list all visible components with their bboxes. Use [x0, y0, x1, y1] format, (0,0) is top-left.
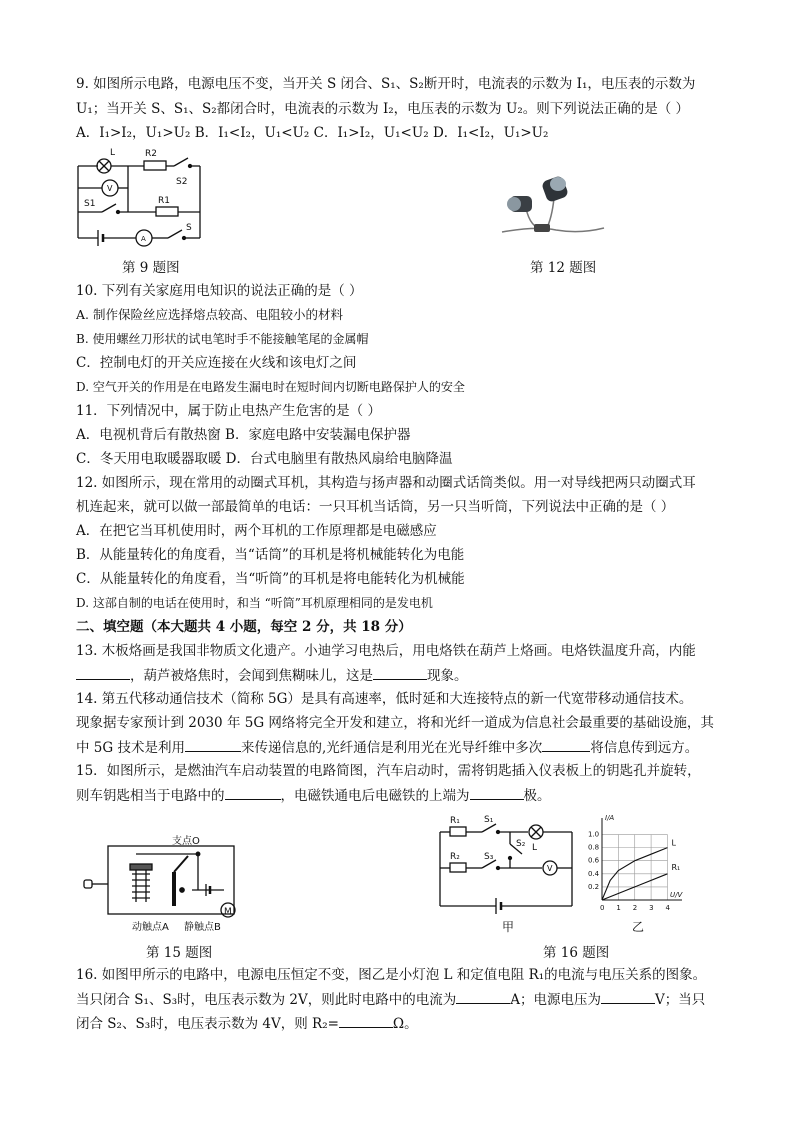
q14-line3-a: 中 5G 技术是利用	[76, 740, 185, 756]
q15-label-moving: 动触点A	[132, 922, 169, 933]
q9-label-L: L	[110, 148, 116, 158]
q9-label-S: S	[186, 223, 192, 233]
q16-circuit-diagram	[430, 812, 580, 918]
q16-blank-2[interactable]	[601, 991, 655, 1004]
q14-line2: 现象据专家预计到 2030 年 5G 网络将完全开发和建立，将和光纤一道成为信息社会最重要的基础设施，其	[76, 715, 714, 731]
earphone-illustration	[496, 168, 608, 250]
q12-option-a: A．在把它当耳机使用时，两个耳机的工作原理都是电磁感应	[76, 523, 437, 539]
section-2-heading: 二、填空题（本大题共 4 小题，每空 2 分，共 18 分）	[76, 619, 412, 635]
q9-label-V: V	[107, 184, 113, 193]
y-tick-label: 1.0	[588, 830, 600, 839]
q14-blank-1[interactable]	[185, 739, 241, 752]
q12-option-d: D. 这部自制的电话在使用时，和当 “听筒”耳机原理相同的是发电机	[76, 596, 433, 610]
y-tick-label: 0.4	[588, 869, 600, 878]
x-tick-label: 0	[600, 904, 605, 912]
q15-line2-a: 则车钥匙相当于电路中的	[76, 788, 225, 804]
q9-stem-line2: U₁；当开关 S、S₁、S₂都闭合时，电流表的示数为 I₂，电压表的示数为 U₂。则下列说法正确的是（ ）	[76, 101, 690, 117]
q15-label-pivot: 支点O	[172, 836, 200, 847]
q13-blank-2[interactable]	[373, 667, 427, 680]
q16-line3-a: 闭合 S₂、S₃时，电压表示数为 4V，则 R₂=	[76, 1016, 339, 1032]
q12-figure-caption: 第 12 题图	[530, 260, 597, 276]
q15-line1: 15．如图所示，是燃油汽车启动装置的电路简图，汽车启动时，需将钥匙插入仪表板上的钥匙孔并旋转，	[76, 763, 701, 779]
y-axis-label: I/A	[605, 814, 615, 822]
q16-iu-chart	[580, 812, 690, 920]
q15-blank-2[interactable]	[470, 787, 524, 800]
q15-line2	[76, 787, 551, 804]
q14-line3-c: 将信息传到远方。	[590, 740, 699, 756]
q13-line2-end: 现象。	[427, 668, 468, 684]
q15-blank-1[interactable]	[225, 787, 281, 800]
q14-blank-2[interactable]	[542, 739, 590, 752]
q16-line1: 16. 如图甲所示的电路中，电源电压恒定不变，图乙是小灯泡 L 和定值电阻 R₁的电流与电压关系的图象。	[76, 967, 707, 983]
q11-options-ab: A．电视机背后有散热窗 B．家庭电路中安装漏电保护器	[76, 427, 411, 443]
q9-stem-line1: 9. 如图所示电路，电源电压不变，当开关 S 闭合、S₁、S₂断开时，电流表的示数为 I₁，电压表的示数为	[76, 76, 696, 92]
q9-label-R1: R1	[158, 196, 170, 206]
q9-label-S2: S2	[176, 177, 188, 187]
y-tick-label: 0.6	[588, 856, 600, 865]
q16-blank-3[interactable]	[339, 1015, 393, 1028]
x-tick-label: 2	[632, 904, 638, 912]
q16-line2-b: A；电源电压为	[510, 992, 601, 1008]
q10-option-b: B. 使用螺丝刀形状的试电笔时手不能接触笔尾的金属帽	[76, 332, 369, 346]
q13-line2-text: ，葫芦被烙焦时，会闻到焦糊味儿，这是	[130, 668, 373, 684]
x-tick-label: 4	[665, 904, 670, 912]
q12-stem-line1: 12. 如图所示，现在常用的动圈式耳机，其构造与扬声器和动圈式话筒类似。用一对导线把两只动圈式耳	[76, 475, 696, 491]
q16-blank-1[interactable]	[456, 991, 510, 1004]
y-tick-label: 0.2	[588, 882, 600, 891]
series-label-0: L	[671, 838, 676, 848]
q16-label-S3: S₃	[484, 852, 494, 862]
q9-label-A: A	[141, 235, 146, 243]
q16-label-S2: S₂	[516, 839, 526, 849]
y-tick-label: 0.8	[588, 843, 600, 852]
q14-line1: 14. 第五代移动通信技术（简称 5G）是具有高速率，低时延和大连接特点的新一代宽带移动通信技术。	[76, 691, 693, 707]
q12-option-c: C．从能量转化的角度看，当“听筒”的耳机是将电能转化为机械能	[76, 571, 465, 587]
q10-option-d: D. 空气开关的作用是在电路发生漏电时在短时间内切断电路保护人的安全	[76, 380, 465, 394]
q9-label-S1: S1	[84, 199, 96, 209]
q9-label-R2: R2	[145, 149, 157, 159]
q16-label-L: L	[532, 843, 538, 853]
q13-line2	[76, 667, 468, 684]
q14-line3	[76, 739, 698, 756]
q11-options-cd: C．冬天用电取暖器取暖 D．台式电脑里有散热风扇给电脑降温	[76, 451, 453, 467]
q11-stem: 11．下列情况中，属于防止电热产生危害的是（ ）	[76, 403, 381, 419]
q10-option-c: C．控制电灯的开关应连接在火线和该电灯之间	[76, 355, 357, 371]
q14-line3-b: 来传递信息的,光纤通信是利用光在光导纤维中多次	[240, 740, 543, 756]
q16-label-S1: S₁	[484, 815, 494, 825]
x-tick-label: 3	[649, 904, 654, 912]
q16-label-V: V	[547, 864, 553, 873]
q12-option-b: B．从能量转化的角度看，当“话筒”的耳机是将机械能转化为电能	[76, 547, 465, 563]
q15-figure-caption: 第 15 题图	[146, 945, 213, 961]
q15-line2-b: ，电磁铁通电后电磁铁的上端为	[280, 788, 470, 804]
q15-starter-diagram	[76, 832, 246, 936]
q10-stem: 10. 下列有关家庭用电知识的说法正确的是（ ）	[76, 283, 363, 299]
q16-figure-caption: 第 16 题图	[543, 945, 610, 961]
q13-blank-1[interactable]	[76, 667, 130, 680]
x-axis-label: U/V	[670, 891, 683, 899]
q16-label-yi: 乙	[632, 920, 645, 934]
q13-line1: 13. 木板烙画是我国非物质文化遗产。小迪学习电热后，用电烙铁在葫芦上烙画。电烙铁温度升高，内能	[76, 643, 696, 659]
q16-label-R2: R₂	[450, 852, 460, 862]
q10-option-a: A. 制作保险丝应选择熔点较高、电阻较小的材料	[76, 307, 343, 322]
q9-figure-caption: 第 9 题图	[122, 260, 180, 276]
q9-options: A．I₁>I₂，U₁>U₂ B．I₁<I₂，U₁<U₂ C．I₁>I₂，U₁<U₂ D．I₁<I₂，U₁>U₂	[76, 125, 549, 141]
q16-line3	[76, 1015, 418, 1032]
q15-line2-c: 极。	[523, 788, 551, 804]
x-tick-label: 1	[616, 904, 621, 912]
q9-circuit-diagram	[72, 146, 208, 250]
q16-line2	[76, 991, 705, 1008]
q16-label-R1: R₁	[450, 816, 460, 826]
q16-line3-b: Ω。	[392, 1016, 418, 1032]
q16-line2-c: V；当只	[655, 992, 706, 1008]
q15-label-motor: M	[224, 907, 232, 917]
q16-label-jia: 甲	[502, 920, 515, 934]
series-label-1: R₁	[671, 862, 681, 872]
q12-stem-line2: 机连起来，就可以做一部最简单的电话：一只耳机当话筒，另一只当听筒，下列说法中正确的是（ ）	[76, 499, 675, 515]
q16-line2-a: 当只闭合 S₁、S₃时，电压表示数为 2V，则此时电路中的电流为	[76, 992, 457, 1008]
q15-label-static: 静触点B	[184, 922, 221, 933]
